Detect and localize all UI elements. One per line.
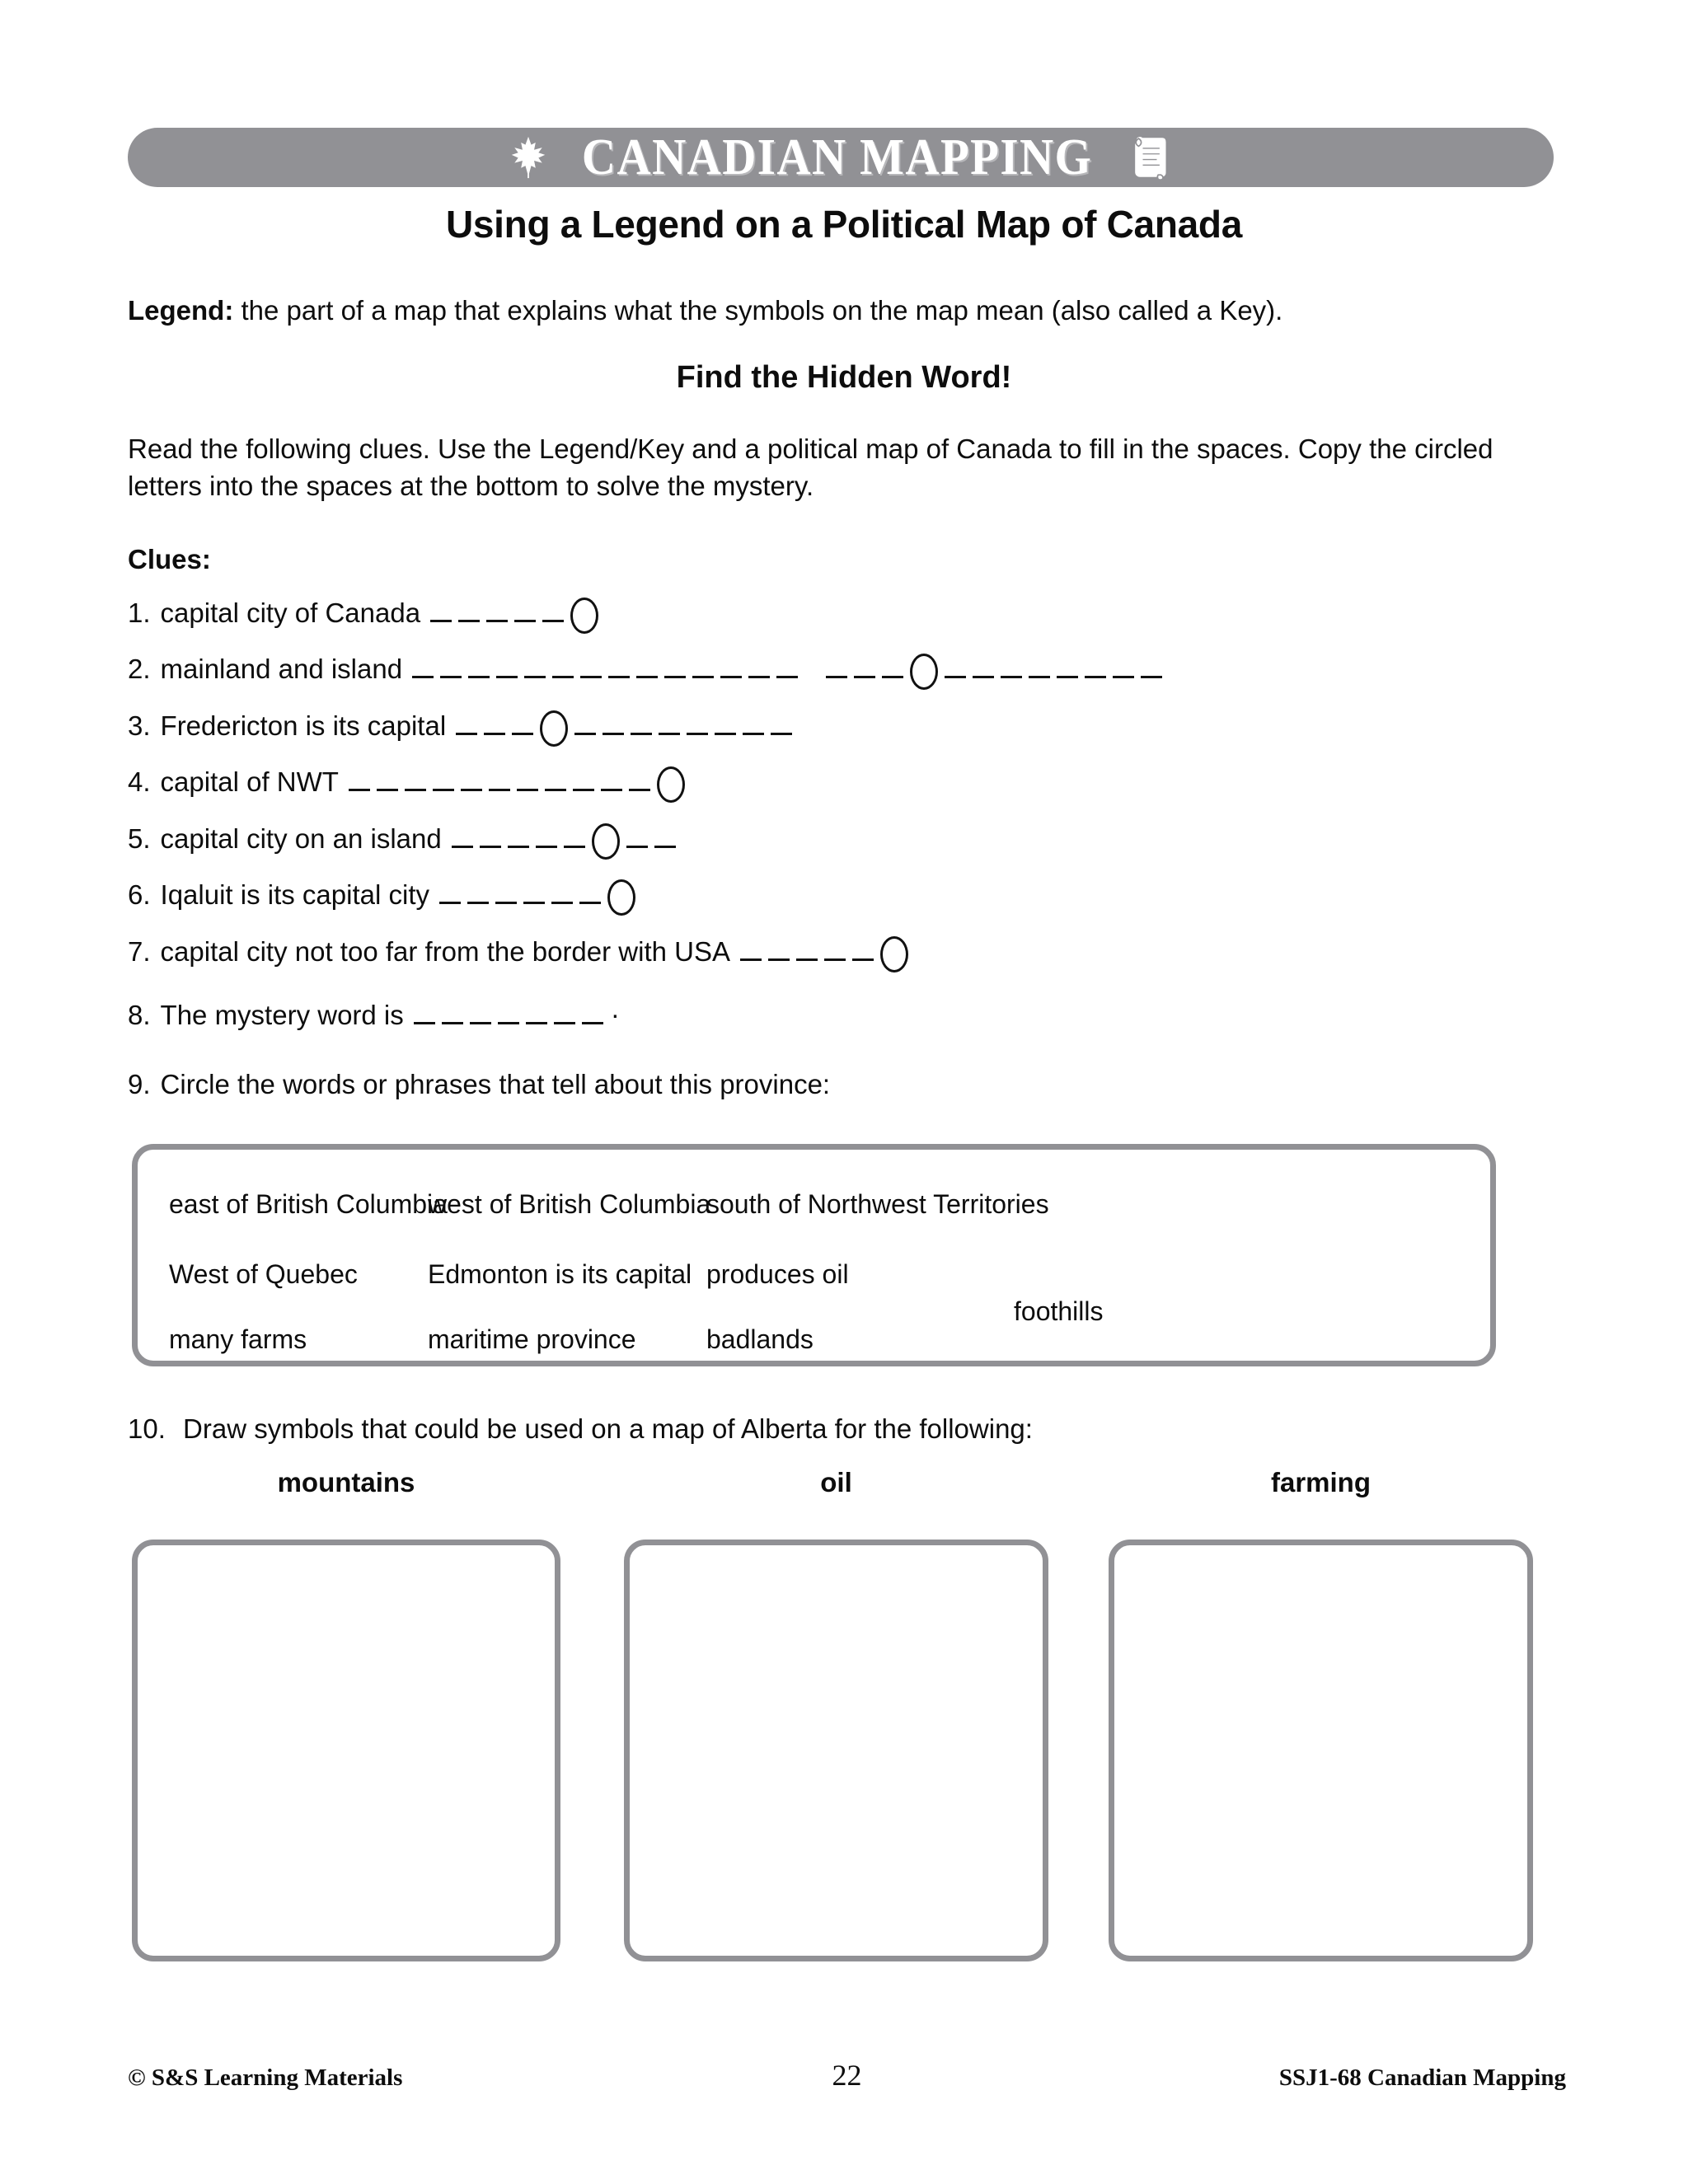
answer-blank[interactable] <box>405 771 426 791</box>
answer-blank[interactable] <box>508 827 529 848</box>
answer-blank[interactable] <box>564 827 585 848</box>
answer-blank[interactable] <box>601 771 622 791</box>
answer-blank[interactable] <box>452 827 473 848</box>
clue-row-3 <box>128 710 1578 742</box>
draw-label-oil: oil <box>820 1467 852 1497</box>
answer-blank[interactable] <box>545 771 566 791</box>
clue-number: 1. <box>128 598 151 628</box>
clue-answer-blanks[interactable] <box>430 602 605 622</box>
answer-blank[interactable] <box>467 883 489 904</box>
answer-blank[interactable] <box>554 1004 575 1024</box>
answer-blank[interactable] <box>458 602 480 622</box>
answer-blank[interactable] <box>608 658 630 678</box>
clue-text: Fredericton is its capital <box>160 710 447 741</box>
answer-blank[interactable] <box>433 771 454 791</box>
answer-blank[interactable] <box>517 771 538 791</box>
answer-blank[interactable] <box>659 715 680 735</box>
answer-blank[interactable] <box>468 658 490 678</box>
clue-row-6 <box>128 879 1578 911</box>
answer-blank[interactable] <box>768 940 790 961</box>
answer-blank[interactable] <box>776 658 798 678</box>
answer-blank[interactable] <box>456 715 477 735</box>
answer-blank[interactable] <box>470 1004 491 1024</box>
question-10-text: Draw symbols that could be used on a map of Alberta for the following: <box>183 1413 1033 1444</box>
clue-number: 4. <box>128 766 151 797</box>
question-9-prompt <box>128 1069 1578 1100</box>
footer-page-number: 22 <box>832 2059 862 2092</box>
clue-row-5 <box>128 823 1578 855</box>
clue-row-7 <box>128 936 1578 968</box>
clue-answer-blanks[interactable] <box>740 940 915 961</box>
draw-box-farming[interactable] <box>1109 1540 1533 1961</box>
clue-text: capital city not too far from the border with USA <box>160 936 731 967</box>
clue-text: capital city of Canada <box>160 598 421 628</box>
draw-label-mountains: mountains <box>277 1467 415 1497</box>
legend-definition-text: the part of a map that explains what the symbols on the map mean (also called a Key). <box>233 295 1283 326</box>
answer-blank[interactable] <box>430 602 452 622</box>
answer-blank[interactable] <box>1001 658 1022 678</box>
trailing-period: . <box>611 993 619 1024</box>
answer-blank[interactable] <box>495 883 517 904</box>
answer-blank[interactable] <box>461 771 482 791</box>
instructions-text: Read the following clues. Use the Legend/Key and a political map of Canada to fill in the spaces. Copy the circled letters into the spaces at the bottom to solve the mystery. <box>128 434 1493 501</box>
clue-text: The mystery word is <box>160 1000 404 1030</box>
answer-blank[interactable] <box>743 715 764 735</box>
answer-blank[interactable] <box>536 827 557 848</box>
clue-number: 8. <box>128 1000 151 1030</box>
draw-box-mountains[interactable] <box>132 1540 560 1961</box>
maple-leaf-icon <box>510 136 546 179</box>
circle-words-box <box>132 1144 1496 1366</box>
draw-label-farming: farming <box>1270 1467 1371 1497</box>
legend-definition <box>128 293 1562 330</box>
word-option-west-of-quebec[interactable]: West of Quebec <box>169 1259 358 1289</box>
word-option-south-of-northwest-territories[interactable]: south of Northwest Territories <box>706 1189 1049 1219</box>
answer-blank[interactable] <box>626 827 648 848</box>
answer-blank[interactable] <box>631 715 652 735</box>
answer-blank[interactable] <box>542 602 564 622</box>
circled-answer-blank[interactable] <box>880 943 908 961</box>
circled-answer-blank[interactable] <box>910 660 938 678</box>
clue-row-1 <box>128 598 1578 629</box>
answer-blank[interactable] <box>854 658 875 678</box>
word-option-east-of-british-columbia[interactable]: east of British Columbia <box>169 1189 448 1219</box>
answer-blank[interactable] <box>771 715 792 735</box>
word-option-edmonton-is-its-capital[interactable]: Edmonton is its capital <box>428 1259 692 1289</box>
clue-number: 5. <box>128 823 151 854</box>
draw-box-oil[interactable] <box>624 1540 1048 1961</box>
word-option-foothills[interactable]: foothills <box>1014 1296 1104 1326</box>
answer-blank[interactable] <box>945 658 966 678</box>
clue-number: 3. <box>128 710 151 741</box>
answer-blank[interactable] <box>852 940 874 961</box>
question-9-number: 9. <box>128 1069 151 1099</box>
answer-blank[interactable] <box>412 658 434 678</box>
answer-blank[interactable] <box>748 658 770 678</box>
circled-answer-blank[interactable] <box>607 886 635 904</box>
answer-blank[interactable] <box>579 883 601 904</box>
question-10-number: 10. <box>128 1413 166 1444</box>
answer-blank[interactable] <box>489 771 510 791</box>
clue-row-2 <box>128 654 1578 685</box>
word-option-maritime-province[interactable]: maritime province <box>428 1324 636 1354</box>
answer-blank[interactable] <box>526 1004 547 1024</box>
answer-blank[interactable] <box>1085 658 1106 678</box>
answer-blank[interactable] <box>439 883 461 904</box>
clue-text: capital city on an island <box>160 823 442 854</box>
banner-title: CANADIAN MAPPING <box>582 129 1093 185</box>
question-10-prompt <box>128 1413 1033 1445</box>
clues-heading: Clues: <box>128 544 211 574</box>
page-title: Using a Legend on a Political Map of Canada <box>445 203 1242 246</box>
answer-blank[interactable] <box>664 658 686 678</box>
circled-answer-blank[interactable] <box>657 773 685 791</box>
answer-blank[interactable] <box>498 1004 519 1024</box>
clue-number: 6. <box>128 879 151 910</box>
answer-blank[interactable] <box>552 658 574 678</box>
clue-row-8 <box>128 993 1578 1031</box>
clue-number: 7. <box>128 936 151 967</box>
circled-answer-blank[interactable] <box>592 830 620 848</box>
answer-blank[interactable] <box>524 658 546 678</box>
clue-answer-blanks[interactable] <box>412 658 1169 678</box>
answer-blank[interactable] <box>1029 658 1050 678</box>
clue-text: Iqaluit is its capital city <box>160 879 429 910</box>
answer-blank[interactable] <box>523 883 545 904</box>
clue-answer-blanks[interactable] <box>349 771 692 791</box>
clue-text: mainland and island <box>160 654 403 684</box>
clue-row-4 <box>128 766 1578 798</box>
word-option-produces-oil[interactable]: produces oil <box>706 1259 849 1289</box>
word-option-many-farms[interactable]: many farms <box>169 1324 307 1354</box>
subheading-find-hidden-word: Find the Hidden Word! <box>676 360 1012 395</box>
clue-answer-blanks[interactable] <box>456 715 799 735</box>
answer-blank[interactable] <box>654 827 676 848</box>
answer-blank[interactable] <box>486 602 508 622</box>
answer-blank[interactable] <box>692 658 714 678</box>
answer-blank[interactable] <box>687 715 708 735</box>
circled-answer-blank[interactable] <box>540 717 568 735</box>
answer-blank[interactable] <box>442 1004 463 1024</box>
answer-blank[interactable] <box>1113 658 1134 678</box>
page-footer <box>128 2059 1566 2097</box>
answer-blank[interactable] <box>512 715 533 735</box>
footer-copyright: © S&S Learning Materials <box>128 2064 403 2091</box>
answer-blank[interactable] <box>636 658 658 678</box>
answer-blank[interactable] <box>496 658 518 678</box>
clue-answer-blanks[interactable] <box>452 827 682 848</box>
answer-blank[interactable] <box>582 1004 603 1024</box>
answer-blank[interactable] <box>720 658 742 678</box>
word-option-west-of-british-columbia[interactable]: west of British Columbia <box>428 1189 711 1219</box>
answer-blank[interactable] <box>574 715 596 735</box>
answer-blank[interactable] <box>580 658 602 678</box>
answer-blank[interactable] <box>480 827 501 848</box>
answer-blank[interactable] <box>1141 658 1162 678</box>
clue-answer-blanks[interactable] <box>414 993 619 1024</box>
legend-definition-label: Legend: <box>128 295 234 326</box>
answer-blank[interactable] <box>796 940 818 961</box>
answer-blank[interactable] <box>603 715 624 735</box>
answer-blank[interactable] <box>973 658 994 678</box>
answer-blank[interactable] <box>414 1004 435 1024</box>
clue-answer-blanks[interactable] <box>439 883 642 904</box>
scroll-icon <box>1128 134 1171 180</box>
answer-blank[interactable] <box>573 771 594 791</box>
clue-number: 2. <box>128 654 151 684</box>
question-9-text: Circle the words or phrases that tell about this province: <box>160 1069 831 1099</box>
answer-blank[interactable] <box>440 658 462 678</box>
clue-text: capital of NWT <box>160 766 339 797</box>
answer-blank[interactable] <box>377 771 398 791</box>
answer-blank[interactable] <box>882 658 903 678</box>
answer-blank[interactable] <box>1057 658 1078 678</box>
answer-blank[interactable] <box>715 715 736 735</box>
word-option-badlands[interactable]: badlands <box>706 1324 814 1354</box>
header-banner <box>128 128 1554 187</box>
answer-blank[interactable] <box>826 658 847 678</box>
answer-blank[interactable] <box>349 771 370 791</box>
answer-blank[interactable] <box>740 940 762 961</box>
answer-blank[interactable] <box>514 602 536 622</box>
answer-blank[interactable] <box>824 940 846 961</box>
answer-blank[interactable] <box>484 715 505 735</box>
answer-blank[interactable] <box>629 771 650 791</box>
answer-blank[interactable] <box>551 883 573 904</box>
circled-answer-blank[interactable] <box>570 604 598 622</box>
footer-product-code: SSJ1-68 Canadian Mapping <box>1278 2064 1566 2091</box>
